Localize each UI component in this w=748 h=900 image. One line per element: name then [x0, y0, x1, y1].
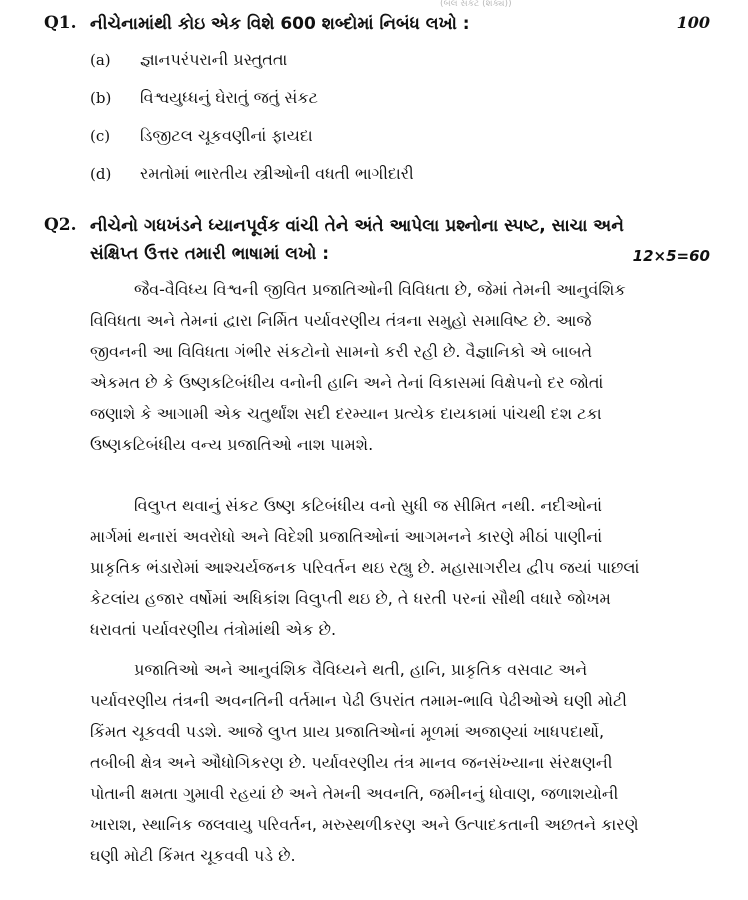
essay-option-c — [90, 124, 313, 148]
passage-paragraph-2 — [90, 490, 672, 645]
essay-option-b — [90, 86, 318, 110]
passage-paragraph-3 — [90, 654, 672, 871]
passage-line: ઘણી મોટી કિંમત ચૂકવવી પડે છે. — [90, 846, 296, 865]
passage-line: જૈવ-વૈવિધ્ય વિશ્વની જીવિત પ્રજાતિઓની વિવિધતા છે, જેમાં તેમની આનુવંશિક — [134, 280, 626, 299]
passage-line: ખારાશ, સ્થાનિક જલવાયુ પરિવર્તન, મરુસ્થળીકરણ અને ઉત્પાદકતાની અછતને કારણે — [90, 815, 639, 834]
question-1-text: નીચેનામાંથી કોઇ એક વિશે 600 શબ્દોમાં નિબંધ લખો : — [90, 14, 470, 34]
question-1-number: Q1. — [44, 13, 77, 33]
question-2-marks: 12×5=60 — [632, 247, 710, 265]
question-2-header — [44, 212, 710, 240]
bleed-through-text: (બલ સંકટ (શક્ય)) — [440, 0, 512, 8]
passage-paragraph-1 — [90, 274, 672, 460]
question-2-number: Q2. — [44, 215, 77, 235]
passage-line: ઉષ્ણકટિબંધીય વન્ય પ્રજાતિઓ નાશ પામશે. — [90, 435, 374, 454]
option-text: રમતોમાં ભારતીય સ્ત્રીઓની વધતી ભાગીદારી — [140, 164, 414, 183]
passage-line: જીવનની આ વિવિધતા ગંભીર સંકટોનો સામનો કરી રહી છે. વૈજ્ઞાનિકો એ બાબતે — [90, 342, 593, 361]
passage-line: કિંમત ચૂકવવી પડશે. આજે લુપ્ત પ્રાય પ્રજાતિઓનાં મૂળમાં અજાણ્યાં ખાધપદાર્થો, — [90, 722, 605, 741]
passage-line: પ્રજાતિઓ અને આનુવંશિક વૈવિધ્યને થતી, હાનિ, પ્રાકૃતિક વસવાટ અને — [134, 660, 588, 679]
option-text: વિશ્વયુધ્ધનું ઘેરાતું જતું સંકટ — [140, 88, 318, 107]
passage-line: પોતાની ક્ષમતા ગુમાવી રહયાં છે અને તેમની અવનતિ, જમીનનું ધોવાણ, જળાશયોની — [90, 784, 619, 803]
option-text: ડિજીટલ ચૂકવણીનાં ફાયદા — [140, 126, 313, 145]
passage-line: વિવિધતા અને તેમનાં દ્વારા નિર્મિત પર્યાવરણીય તંત્રના સમુહો સમાવિષ્ટ છે. આજે — [90, 311, 592, 330]
passage-line: જણાશે કે આગામી એક ચતુર્થાંશ સદી દરમ્યાન પ્રત્યેક દાયકામાં પાંચથી દશ ટકા — [90, 404, 602, 423]
essay-option-a — [90, 48, 287, 72]
passage-line: પ્રાકૃતિક ભંડારોમાં આશ્ચર્યજનક પરિવર્તન થઇ રહ્યુ છે. મહાસાગરીય દ્વીપ જયાં પાછલાં — [90, 558, 640, 577]
passage-line: એકમત છે કે ઉષ્ણકટિબંધીય વનોની હાનિ અને તેનાં વિકાસમાં વિક્ષેપનો દર જોતાં — [90, 373, 604, 392]
passage-line: ધરાવતાં પર્યાવરણીય તંત્રોમાંથી એક છે. — [90, 620, 337, 639]
option-label: (a) — [90, 51, 111, 69]
option-label: (b) — [90, 89, 112, 107]
passage-line: માર્ગમાં થનારાં અવરોધો અને વિદેશી પ્રજાતિઓનાં આગમનને કારણે મીઠાં પાણીનાં — [90, 527, 603, 546]
question-1-marks: 100 — [676, 13, 710, 32]
passage-line: વિલુપ્ત થવાનું સંકટ ઉષ્ણ કટિબંધીય વનો સુધી જ સીમિત નથી. નદીઓનાં — [134, 496, 603, 515]
option-label: (d) — [90, 165, 112, 183]
passage-line: કેટલાંય હજાર વર્ષોમાં અધિકાંશ વિલુપ્તી થઇ છે, તે ધરતી પરનાં સૌથી વધારે જોખમ — [90, 589, 611, 608]
option-text: જ્ઞાનપરંપરાની પ્રસ્તુતતા — [140, 50, 288, 69]
essay-option-d — [90, 162, 414, 186]
question-1-header — [44, 10, 710, 38]
passage-line: તબીબી ક્ષેત્ર અને ઔધોગિકરણ છે. પર્યાવરણીય તંત્ર માનવ જનસંખ્યાના સંરક્ષણની — [90, 753, 613, 772]
passage-line: પર્યાવરણીય તંત્રની અવનતિની વર્તમાન પેઢી ઉપરાંત તમામ-ભાવિ પેઢીઓએ ઘણી મોટી — [90, 691, 627, 710]
question-2-line-2 — [90, 240, 710, 268]
question-2-text-line-1: નીચેનો ગધખંડને ધ્યાનપૂર્વક વાંચી તેને અંતે આપેલા પ્રશ્નોના સ્પષ્ટ, સાચા અને — [90, 216, 624, 236]
question-2-text-line-2: સંક્ષિપ્ત ઉત્તર તમારી ભાષામાં લખો : — [90, 244, 330, 264]
option-label: (c) — [90, 127, 111, 145]
